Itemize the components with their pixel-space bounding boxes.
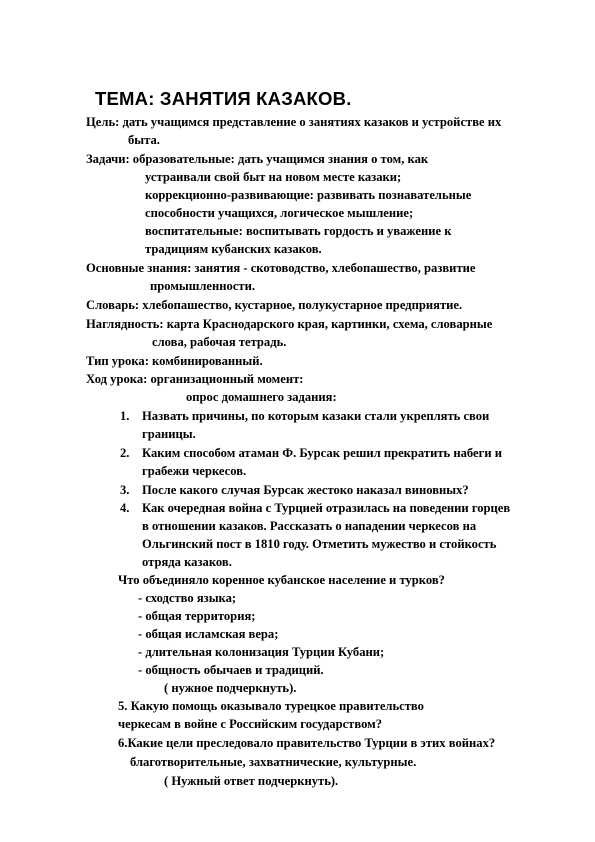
question-text: в отношении казаков. Рассказать о нападении черкесов на xyxy=(142,519,477,533)
list-item xyxy=(120,445,502,461)
goal-line: быта. xyxy=(128,133,160,147)
tasks-line: традициям кубанских казаков. xyxy=(145,242,322,256)
unite-note: ( нужное подчеркнуть). xyxy=(164,681,297,695)
question-text: отряда казаков. xyxy=(142,555,232,569)
goal-line: Цель: дать учащимся представление о занятиях казаков и устройстве их xyxy=(86,115,502,129)
question-text: границы. xyxy=(142,427,196,441)
question-text: После какого случая Бурсак жестоко наказал виновных? xyxy=(142,483,469,497)
question-number: 2. xyxy=(120,446,130,460)
question-number: 4. xyxy=(120,501,130,515)
visuals-line: слова, рабочая тетрадь. xyxy=(152,335,287,349)
list-item: - длительная колонизация Турции Кубани; xyxy=(138,645,385,659)
knowledge-line: Основные знания: занятия - скотоводство, хлебопашество, развитие xyxy=(86,261,476,275)
list-item: - общая территория; xyxy=(138,609,256,623)
question-text: Каким способом атаман Ф. Бурсак решил прекратить набеги и xyxy=(142,446,502,460)
list-item: - сходство языка; xyxy=(138,591,237,605)
lesson-flow-line: опрос домашнего задания: xyxy=(186,390,337,404)
knowledge-line: промышленности. xyxy=(150,279,256,293)
page-title: ТЕМА: ЗАНЯТИЯ КАЗАКОВ. xyxy=(95,88,352,109)
tasks-line: коррекционно-развивающие: развивать познавательные xyxy=(145,188,472,202)
question-5-line: черкесам в войне с Российским государством? xyxy=(118,717,383,731)
tasks-line: способности учащихся, логическое мышление; xyxy=(145,206,414,220)
question-6-answers: благотворительные, захватнические, культурные. xyxy=(130,755,417,769)
question-text: Ольгинский пост в 1810 году. Отметить мужество и стойкость xyxy=(142,537,497,551)
question-text: грабежи черкесов. xyxy=(142,464,247,478)
vocabulary-line: Словарь: хлебопашество, кустарное, полукустарное предприятие. xyxy=(86,298,463,312)
list-item: - общность обычаев и традиций. xyxy=(138,663,324,677)
question-number: 3. xyxy=(120,483,130,497)
tasks-line: воспитательные: воспитывать гордость и уважение к xyxy=(145,224,452,238)
list-item: - общая исламская вера; xyxy=(138,627,279,641)
question-number: 1. xyxy=(120,409,130,423)
question-5-line: 5. Какую помощь оказывало турецкое правительство xyxy=(118,699,424,713)
question-text: Назвать причины, по которым казаки стали укреплять свои xyxy=(142,409,490,423)
tasks-line: устраивали свой быт на новом месте казаки; xyxy=(145,170,402,184)
list-item xyxy=(120,408,489,424)
lesson-flow-line: Ход урока: организационный момент: xyxy=(86,372,304,386)
list-item xyxy=(120,482,469,498)
question-6-note: ( Нужный ответ подчеркнуть). xyxy=(164,774,339,788)
tasks-line: Задачи: образовательные: дать учащимся знания о том, как xyxy=(86,152,429,166)
visuals-line: Наглядность: карта Краснодарского края, картинки, схема, словарные xyxy=(86,317,493,331)
lesson-type-line: Тип урока: комбинированный. xyxy=(86,354,263,368)
list-item xyxy=(120,500,510,516)
unite-question: Что объединяло коренное кубанское население и турков? xyxy=(118,573,445,587)
question-6-line: 6.Какие цели преследовало правительство Турции в этих войнах? xyxy=(118,736,496,750)
question-text: Как очередная война с Турцией отразилась на поведении горцев xyxy=(142,501,511,515)
